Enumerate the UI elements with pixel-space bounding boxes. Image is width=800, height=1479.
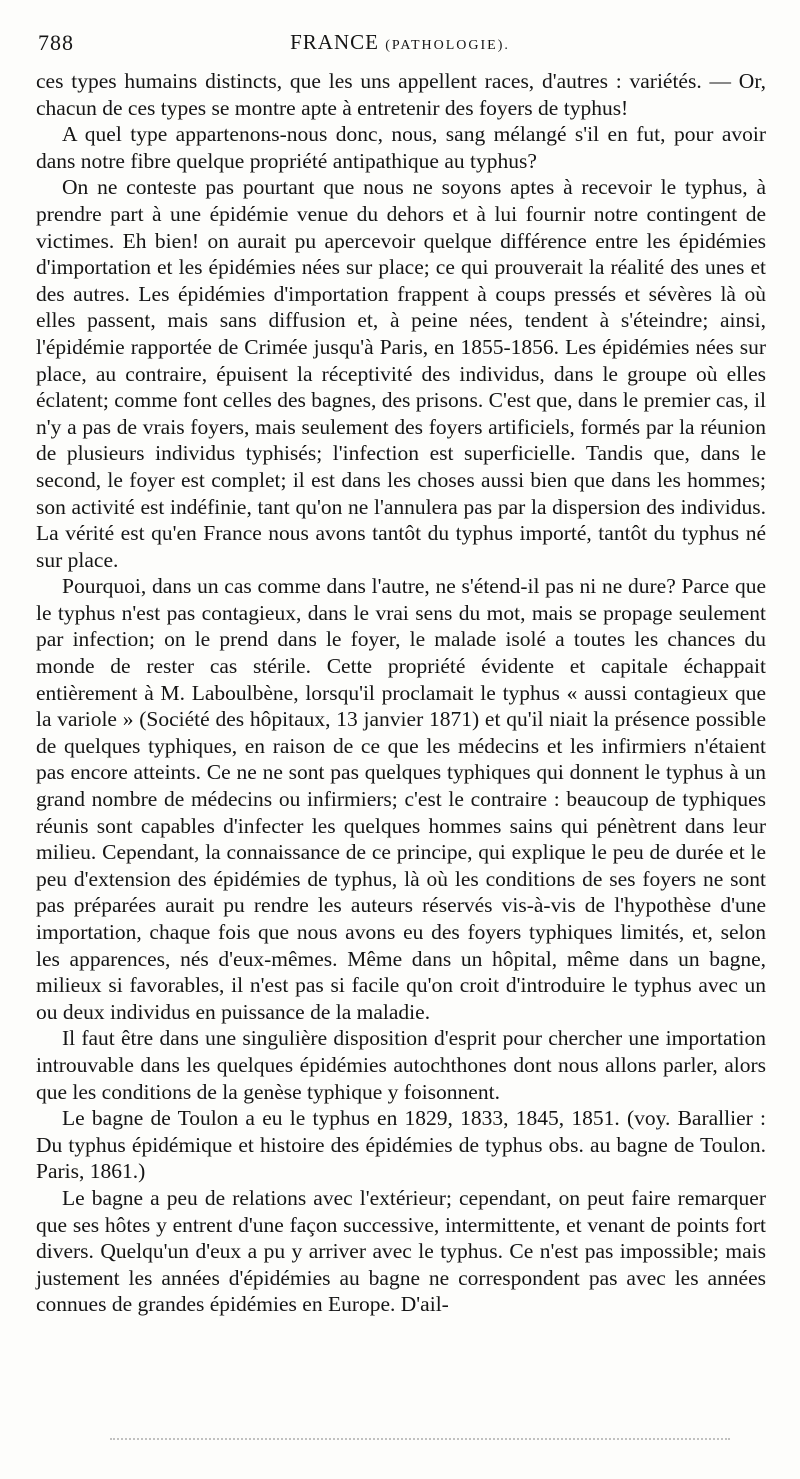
page-number: 788 [38,30,74,55]
running-title-main: FRANCE [290,30,379,54]
paragraph: Il faut être dans une singulière disposition d'esprit pour chercher une importation introuvable dans les quelques épidémies autochthones dont nous allons parler, alors que les conditions de la genèse typhique y foisonnent. [36,1026,766,1104]
running-header [38,30,762,60]
scan-artifact [110,1438,730,1444]
paragraph: Le bagne a peu de relations avec l'extérieur; cependant, on peut faire remarquer que ses hôtes y entrent d'une façon successive, intermittente, et venant de points fort divers. Quelqu'un d'eux a pu y arriver avec le typhus. Ce n'est pas impossible; mais justement les années d'épidémies au bagne ne correspondent pas avec les années connues de grandes épidémies en Europe. D'ail- [36,1185,766,1317]
paragraph: On ne conteste pas pourtant que nous ne soyons aptes à recevoir le typhus, à prendre part à une épidémie venue du dehors et à lui fournir notre contingent de victimes. Eh bien! on aurait pu apercevoir quelque différence entre les épidémies d'importation et les épidémies nées sur place; ce qui prouverait la réalité des unes et des autres. Les épidémies d'importation frappent à coups pressés et sévères là où elles passent, mais sans diffusion et, à peine nées, tendent à s'éteindre; ainsi, l'épidémie rapportée de Crimée jusqu'à Paris, en 1855-1856. Les épidémies nées sur place, au contraire, épuisent la réceptivité des individus, dans le groupe où elles éclatent; comme font celles des bagnes, des prisons. C'est que, dans le premier cas, il n'y a pas de vrais foyers, mais seulement des foyers artificiels, formés par la réunion de plusieurs individus typhisés; l'infection est superficielle. Tandis que, dans le second, le foyer est complet; il est dans les choses aussi bien que dans les hommes; son activité est indéfinie, tant qu'on ne l'annulera pas par la dispersion des individus. La vérité est qu'en France nous avons tantôt du typhus importé, tantôt du typhus né sur place. [36,175,766,572]
paragraph: A quel type appartenons-nous donc, nous, sang mélangé s'il en fut, pour avoir dans notre fibre quelque propriété antipathique au typhus? [36,122,766,173]
paragraph: Le bagne de Toulon a eu le typhus en 1829, 1833, 1845, 1851. (voy. Barallier : Du typhus épidémique et histoire des épidémies de typhus obs. au bagne de Toulon. Paris, 1861.) [36,1106,766,1184]
paragraph: ces types humains distincts, que les uns appellent races, d'autres : variétés. — Or, chacun de ces types se montre apte à entretenir des foyers de typhus! [36,69,766,120]
running-title [38,30,762,55]
body-text [36,68,766,1318]
running-title-subtitle: (PATHOLOGIE). [385,38,510,53]
paragraph: Pourquoi, dans un cas comme dans l'autre, ne s'étend-il pas ni ne dure? Parce que le typhus n'est pas contagieux, dans le vrai sens du mot, mais se propage seulement par infection; on le prend dans le foyer, le malade isolé a toutes les chances du monde de rester cas stérile. Cette propriété évidente et capitale échappait entièrement à M. Laboulbène, lorsqu'il proclamait le typhus « aussi contagieux que la variole » (Société des hôpitaux, 13 janvier 1871) et qu'il niait la présence possible de quelques typhiques, en raison de ce que les médecins et les infirmiers n'étaient pas encore atteints. Ce ne ne sont pas quelques typhiques qui donnent le typhus à un grand nombre de médecins ou infirmiers; c'est le contraire : beaucoup de typhiques réunis sont capables d'infecter les quelques hommes sains qui pénètrent dans leur milieu. Cependant, la connaissance de ce principe, qui explique le peu de durée et le peu d'extension des épidémies de typhus, là où les conditions de ses foyers ne sont pas préparées aurait pu rendre les auteurs réservés vis-à-vis de l'hypothèse d'une importation, chaque fois que nous avons eu des foyers typhiques limités, et, selon les apparences, nés d'eux-mêmes. Même dans un hôpital, même dans un bagne, milieux si favorables, il n'est pas si facile qu'on croit d'introduire le typhus avec un ou deux individus en puissance de la maladie. [36,574,766,1024]
